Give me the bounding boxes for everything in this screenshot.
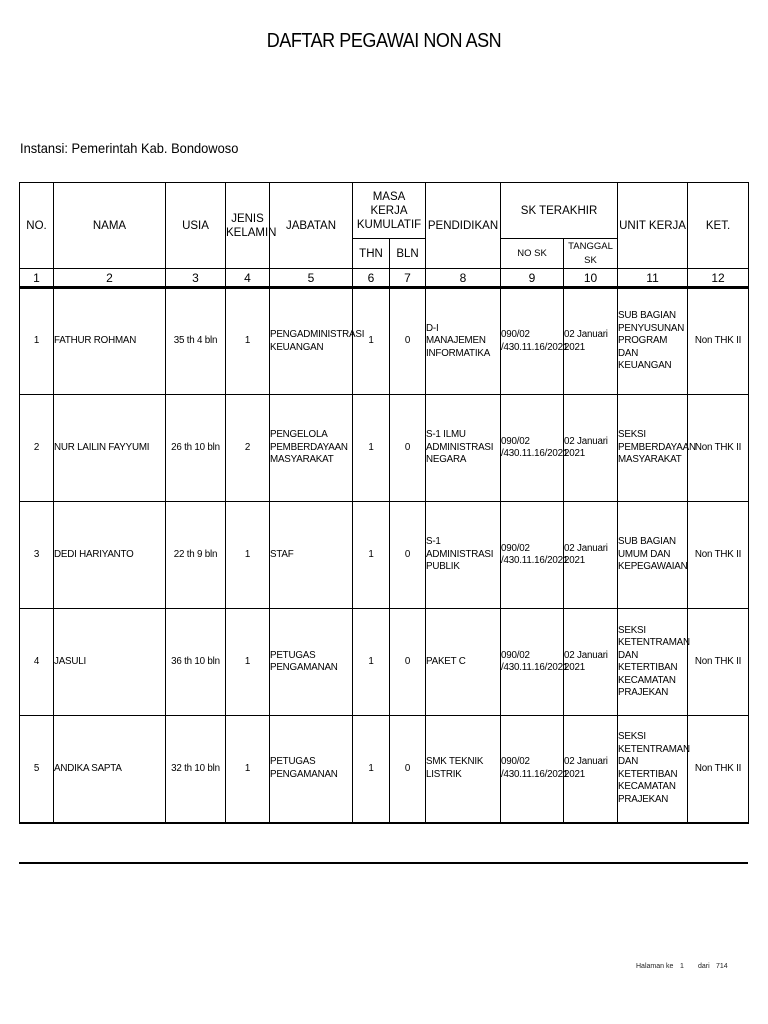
instansi-value: Pemerintah Kab. Bondowoso xyxy=(71,140,239,156)
cell-ket: Non THK II xyxy=(688,395,749,502)
header-nama: NAMA xyxy=(54,183,166,269)
table-row xyxy=(20,395,749,502)
cell-usia: 36 th 10 bln xyxy=(166,609,226,716)
cell-nama: ANDIKA SAPTA xyxy=(54,716,166,823)
header-unit-kerja: UNIT KERJA xyxy=(618,183,688,269)
table-row xyxy=(20,609,749,716)
table-row xyxy=(20,716,749,823)
cell-thn: 1 xyxy=(353,716,390,823)
cell-pendidikan: SMK TEKNIK LISTRIK xyxy=(426,716,501,823)
column-number: 5 xyxy=(270,269,353,288)
column-number: 9 xyxy=(501,269,564,288)
cell-usia: 35 th 4 bln xyxy=(166,288,226,395)
column-number: 4 xyxy=(226,269,270,288)
cell-unit-kerja: SUB BAGIAN PENYUSUNAN PROGRAM DAN KEUANGAN xyxy=(618,288,688,395)
column-number: 10 xyxy=(564,269,618,288)
cell-pendidikan: S-1 ADMINISTRASI PUBLIK xyxy=(426,502,501,609)
cell-tanggal-sk: 02 Januari 2021 xyxy=(564,502,618,609)
instansi-line xyxy=(20,140,238,156)
cell-jenis-kelamin: 1 xyxy=(226,609,270,716)
footer-page-number: 1 xyxy=(680,963,684,970)
header-jenis-kelamin: JENIS KELAMIN xyxy=(226,183,270,269)
cell-no: 4 xyxy=(20,609,54,716)
header-usia: USIA xyxy=(166,183,226,269)
cell-tanggal-sk: 02 Januari 2021 xyxy=(564,395,618,502)
cell-unit-kerja: SEKSI KETENTRAMAN DAN KETERTIBAN KECAMATAN PRAJEKAN xyxy=(618,609,688,716)
cell-jabatan: PENGELOLA PEMBERDAYAAN MASYARAKAT xyxy=(270,395,353,502)
cell-no: 2 xyxy=(20,395,54,502)
cell-ket: Non THK II xyxy=(688,609,749,716)
instansi-label: Instansi: xyxy=(20,140,68,156)
cell-jenis-kelamin: 1 xyxy=(226,716,270,823)
header-thn: THN xyxy=(353,239,390,269)
column-number: 6 xyxy=(353,269,390,288)
header-sk-terakhir: SK TERAKHIR xyxy=(501,183,618,239)
cell-thn: 1 xyxy=(353,395,390,502)
cell-bln: 0 xyxy=(390,395,426,502)
cell-pendidikan: D-I MANAJEMEN INFORMATIKA xyxy=(426,288,501,395)
footer-total-pages: 714 xyxy=(716,963,728,970)
cell-jenis-kelamin: 1 xyxy=(226,288,270,395)
header-ket: KET. xyxy=(688,183,749,269)
cell-no: 3 xyxy=(20,502,54,609)
cell-thn: 1 xyxy=(353,502,390,609)
column-number: 1 xyxy=(20,269,54,288)
cell-ket: Non THK II xyxy=(688,502,749,609)
cell-no-sk: 090/02 /430.11.16/2021 xyxy=(501,288,564,395)
column-number: 3 xyxy=(166,269,226,288)
cell-unit-kerja: SEKSI KETENTRAMAN DAN KETERTIBAN KECAMATAN PRAJEKAN xyxy=(618,716,688,823)
cell-tanggal-sk: 02 Januari 2021 xyxy=(564,288,618,395)
cell-jabatan: PETUGAS PENGAMANAN xyxy=(270,609,353,716)
footer-dari-label: dari xyxy=(698,963,710,970)
header-jabatan: JABATAN xyxy=(270,183,353,269)
cell-nama: JASULI xyxy=(54,609,166,716)
header-tanggal-sk: TANGGAL SK xyxy=(564,239,618,269)
column-number: 7 xyxy=(390,269,426,288)
cell-no-sk: 090/02 /430.11.16/2021 xyxy=(501,502,564,609)
cell-jabatan: PENGADMINISTRASI KEUANGAN xyxy=(270,288,353,395)
header-pendidikan: PENDIDIKAN xyxy=(426,183,501,269)
table-row xyxy=(20,288,749,395)
cell-bln: 0 xyxy=(390,502,426,609)
cell-nama: NUR LAILIN FAYYUMI xyxy=(54,395,166,502)
cell-bln: 0 xyxy=(390,288,426,395)
page-title: DAFTAR PEGAWAI NON ASN xyxy=(266,30,502,52)
cell-no-sk: 090/02 /430.11.16/2021 xyxy=(501,395,564,502)
cell-nama: DEDI HARIYANTO xyxy=(54,502,166,609)
separator-line xyxy=(19,862,748,864)
cell-usia: 32 th 10 bln xyxy=(166,716,226,823)
cell-bln: 0 xyxy=(390,716,426,823)
header-no: NO. xyxy=(20,183,54,269)
header-bln: BLN xyxy=(390,239,426,269)
cell-tanggal-sk: 02 Januari 2021 xyxy=(564,716,618,823)
cell-jenis-kelamin: 1 xyxy=(226,502,270,609)
column-number: 8 xyxy=(426,269,501,288)
cell-thn: 1 xyxy=(353,288,390,395)
cell-ket: Non THK II xyxy=(688,716,749,823)
column-number: 2 xyxy=(54,269,166,288)
cell-tanggal-sk: 02 Januari 2021 xyxy=(564,609,618,716)
cell-ket: Non THK II xyxy=(688,288,749,395)
footer-halaman-label: Halaman ke xyxy=(636,963,674,970)
cell-usia: 26 th 10 bln xyxy=(166,395,226,502)
cell-unit-kerja: SEKSI PEMBERDAYAAN MASYARAKAT xyxy=(618,395,688,502)
cell-pendidikan: PAKET C xyxy=(426,609,501,716)
cell-usia: 22 th 9 bln xyxy=(166,502,226,609)
cell-no-sk: 090/02 /430.11.16/2021 xyxy=(501,609,564,716)
cell-jabatan: PETUGAS PENGAMANAN xyxy=(270,716,353,823)
header-no-sk: NO SK xyxy=(501,239,564,269)
cell-no: 1 xyxy=(20,288,54,395)
column-number: 12 xyxy=(688,269,749,288)
cell-jabatan: STAF xyxy=(270,502,353,609)
cell-unit-kerja: SUB BAGIAN UMUM DAN KEPEGAWAIAN xyxy=(618,502,688,609)
cell-nama: FATHUR ROHMAN xyxy=(54,288,166,395)
table-row xyxy=(20,502,749,609)
cell-thn: 1 xyxy=(353,609,390,716)
header-masa-kerja: MASA KERJA KUMULATIF xyxy=(353,183,426,239)
cell-bln: 0 xyxy=(390,609,426,716)
cell-pendidikan: S-1 ILMU ADMINISTRASI NEGARA xyxy=(426,395,501,502)
cell-jenis-kelamin: 2 xyxy=(226,395,270,502)
cell-no-sk: 090/02 /430.11.16/2021 xyxy=(501,716,564,823)
employee-table xyxy=(19,182,749,824)
cell-no: 5 xyxy=(20,716,54,823)
column-number: 11 xyxy=(618,269,688,288)
